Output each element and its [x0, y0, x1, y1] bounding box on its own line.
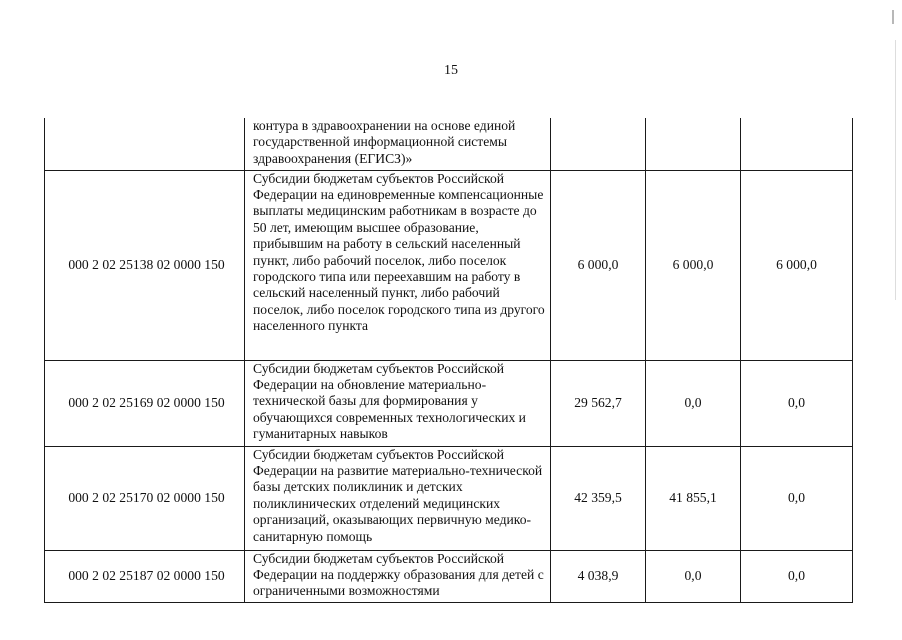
value-year3-cell: 0,0 [741, 446, 853, 550]
table-row [45, 118, 853, 170]
table-row [45, 170, 853, 360]
description-cell: контура в здравоохранении на основе единой государственной информационной системы здравоохранения (ЕГИСЗ)» [245, 118, 551, 170]
value-year1-cell: 29 562,7 [551, 360, 646, 446]
budget-code-cell [45, 118, 245, 170]
description-cell: Субсидии бюджетам субъектов Российской Федерации на поддержку образования для детей с ограниченными возможностями [245, 550, 551, 602]
table-row [45, 550, 853, 602]
table-row [45, 360, 853, 446]
value-year3-cell: 0,0 [741, 550, 853, 602]
description-cell: Субсидии бюджетам субъектов Российской Федерации на единовременные компенсационные выплаты медицинским работникам в возрасте до 50 лет, имеющим высшее образование, прибывшим на работу в сельский населенный пункт, либо рабочий поселок, либо поселок городского типа или переехавшим на работу в сельский населенный пункт, либо рабочий поселок, либо поселок городского типа из другого населенного пункта [245, 170, 551, 360]
value-year3-cell [741, 118, 853, 170]
value-year3-cell: 0,0 [741, 360, 853, 446]
value-year3-cell: 6 000,0 [741, 170, 853, 360]
budget-code-cell: 000 2 02 25170 02 0000 150 [45, 446, 245, 550]
value-year1-cell: 42 359,5 [551, 446, 646, 550]
description-cell: Субсидии бюджетам субъектов Российской Федерации на развитие материально-технической базы детских поликлиник и детских поликлинических отделений медицинских организаций, оказывающих первичную медико-санитарную помощь [245, 446, 551, 550]
budget-table [44, 118, 853, 603]
scan-margin-mark [895, 40, 896, 300]
budget-code-cell: 000 2 02 25187 02 0000 150 [45, 550, 245, 602]
budget-code-cell: 000 2 02 25138 02 0000 150 [45, 170, 245, 360]
value-year2-cell [646, 118, 741, 170]
description-cell: Субсидии бюджетам субъектов Российской Федерации на обновление материально-технической базы для формирования у обучающихся современных технологических и гуманитарных навыков [245, 360, 551, 446]
budget-code-cell: 000 2 02 25169 02 0000 150 [45, 360, 245, 446]
value-year1-cell [551, 118, 646, 170]
value-year1-cell: 6 000,0 [551, 170, 646, 360]
value-year2-cell: 0,0 [646, 360, 741, 446]
value-year2-cell: 0,0 [646, 550, 741, 602]
table-row [45, 446, 853, 550]
scan-margin-mark [892, 10, 894, 24]
value-year2-cell: 41 855,1 [646, 446, 741, 550]
value-year1-cell: 4 038,9 [551, 550, 646, 602]
value-year2-cell: 6 000,0 [646, 170, 741, 360]
page-number: 15 [444, 63, 458, 78]
